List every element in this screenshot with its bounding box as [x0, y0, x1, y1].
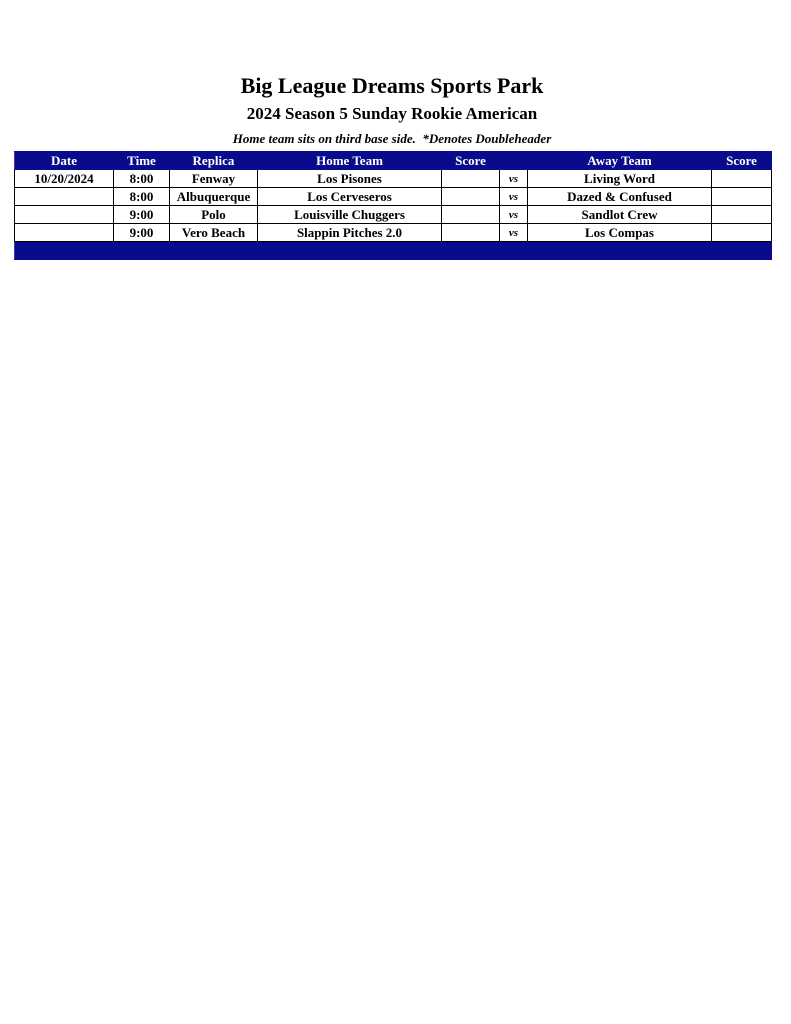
cell-date — [15, 206, 114, 224]
cell-away-team: Los Compas — [528, 224, 712, 242]
table-row — [15, 170, 772, 188]
cell-time: 8:00 — [114, 170, 170, 188]
cell-away-team: Living Word — [528, 170, 712, 188]
cell-home-team: Los Cerveseros — [258, 188, 442, 206]
cell-time: 9:00 — [114, 206, 170, 224]
cell-home-score — [442, 188, 500, 206]
cell-home-team: Los Pisones — [258, 170, 442, 188]
schedule-note: Home team sits on third base side. *Denotes Doubleheader — [232, 131, 552, 146]
col-header-home-score: Score — [442, 152, 500, 170]
footer-cell — [114, 242, 170, 260]
col-header-vs — [500, 152, 528, 170]
cell-away-team: Dazed & Confused — [528, 188, 712, 206]
cell-date — [15, 224, 114, 242]
table-row — [15, 206, 772, 224]
footer-cell — [170, 242, 258, 260]
cell-away-score — [712, 188, 772, 206]
cell-vs: vs — [500, 224, 528, 242]
col-header-home-team: Home Team — [258, 152, 442, 170]
cell-date — [15, 188, 114, 206]
cell-home-team: Slappin Pitches 2.0 — [258, 224, 442, 242]
cell-time: 9:00 — [114, 224, 170, 242]
footer-cell — [500, 242, 528, 260]
cell-away-score — [712, 224, 772, 242]
cell-away-score — [712, 206, 772, 224]
cell-replica: Vero Beach — [170, 224, 258, 242]
col-header-time: Time — [114, 152, 170, 170]
table-row — [15, 224, 772, 242]
cell-vs: vs — [500, 206, 528, 224]
cell-replica: Polo — [170, 206, 258, 224]
cell-away-score — [712, 170, 772, 188]
table-row — [15, 188, 772, 206]
schedule-table — [14, 151, 772, 260]
cell-home-team: Louisville Chuggers — [258, 206, 442, 224]
footer-cell — [258, 242, 442, 260]
col-header-replica: Replica — [170, 152, 258, 170]
col-header-date: Date — [15, 152, 114, 170]
col-header-away-team: Away Team — [528, 152, 712, 170]
footer-cell — [15, 242, 114, 260]
cell-vs: vs — [500, 188, 528, 206]
cell-date: 10/20/2024 — [15, 170, 114, 188]
page-title: Big League Dreams Sports Park — [240, 73, 544, 98]
cell-home-score — [442, 206, 500, 224]
cell-time: 8:00 — [114, 188, 170, 206]
cell-away-team: Sandlot Crew — [528, 206, 712, 224]
table-header-row — [15, 152, 772, 170]
season-subtitle: 2024 Season 5 Sunday Rookie American — [246, 104, 538, 123]
cell-home-score — [442, 170, 500, 188]
cell-vs: vs — [500, 170, 528, 188]
footer-cell — [528, 242, 712, 260]
footer-cell — [442, 242, 500, 260]
cell-home-score — [442, 224, 500, 242]
cell-replica: Albuquerque — [170, 188, 258, 206]
table-footer-row — [15, 242, 772, 260]
cell-replica: Fenway — [170, 170, 258, 188]
col-header-away-score: Score — [712, 152, 772, 170]
footer-cell — [712, 242, 772, 260]
